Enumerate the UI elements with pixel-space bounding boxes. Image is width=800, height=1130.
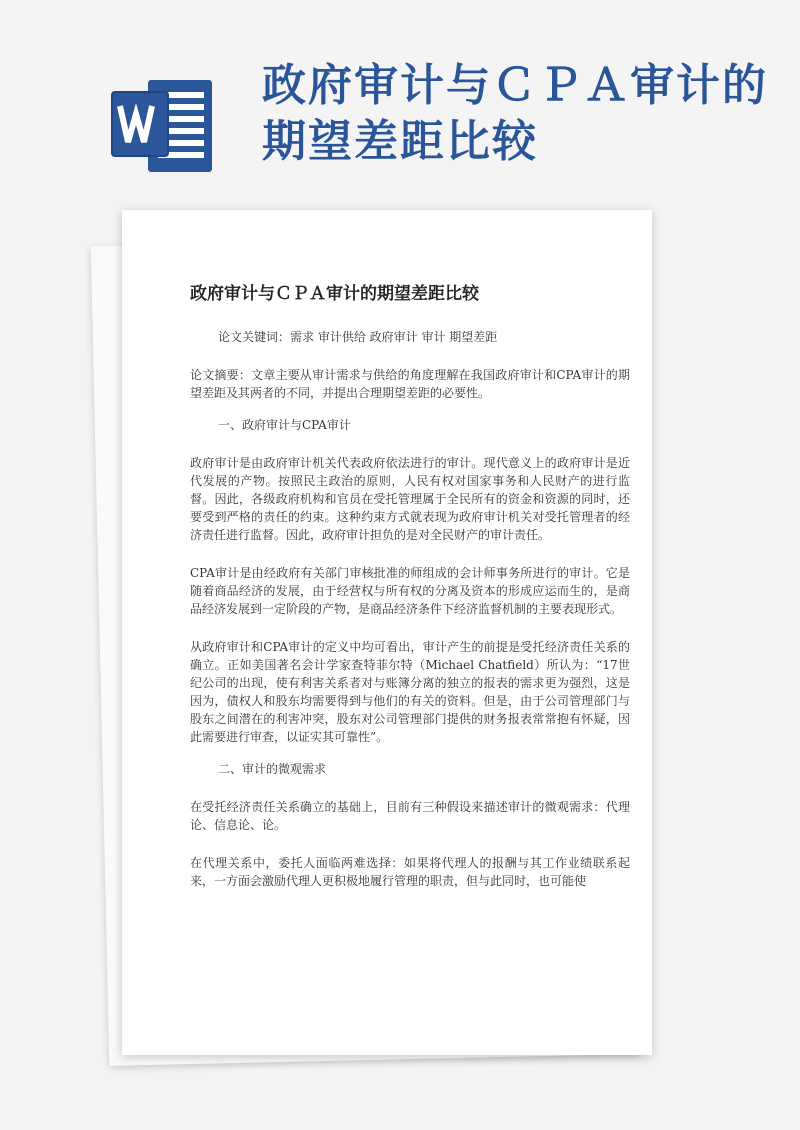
body-paragraph-4: 在受托经济责任关系确立的基础上，目前有三种假设来描述审计的微观需求：代理论、信息论、论。	[190, 800, 630, 832]
abstract-paragraph: 论文摘要：文章主要从审计需求与供给的角度理解在我国政府审计和CPA审计的期望差距及其两者的不同，并提出合理期望差距的必要性。	[190, 368, 630, 400]
body-paragraph-5: 在代理关系中，委托人面临两难选择：如果将代理人的报酬与其工作业绩联系起来，一方面会激励代理人更积极地履行管理的职责，但与此同时，也可能使	[190, 856, 630, 888]
document-content	[190, 282, 630, 910]
banner	[0, 0, 800, 210]
body-paragraph-3: 从政府审计和CPA审计的定义中均可看出，审计产生的前提是受托经济责任关系的确立。正如美国著名会计学家查特菲尔特（Michael Chatfield）所认为：“17世纪公司的出现，使有利害关系者对与账簿分离的独立的报表的需求更为强烈，这是因为，债权人和股东均需要得到与他们的有关的资料。但是，由于公司管理部门与股东之间潜在的利害冲突，股东对公司管理部门提供的财务报表常常抱有怀疑，因此需要进行审查，以证实其可靠性”。	[190, 640, 630, 744]
document-heading: 政府审计与ＣＰＡ审计的期望差距比较	[190, 284, 479, 304]
body-paragraph-2: CPA审计是由经政府有关部门审核批准的师组成的会计师事务所进行的审计。它是随着商品经济的发展，由于经营权与所有权的分离及资本的形成应运而生的，是商品经济发展到一定阶段的产物，是商品经济条件下经济监督机制的主要表现形式。	[190, 566, 630, 616]
banner-title: 政府审计与ＣＰＡ审计的期望差距比较	[262, 60, 768, 167]
section-heading-1: 一、政府审计与CPA审计	[218, 418, 351, 432]
keywords-line: 论文关键词：需求 审计供给 政府审计 审计 期望差距	[218, 330, 498, 344]
section-heading-2: 二、审计的微观需求	[218, 762, 327, 776]
body-paragraph-1: 政府审计是由政府审计机关代表政府依法进行的审计。现代意义上的政府审计是近代发展的产物。按照民主政治的原则，人民有权对国家事务和人民财产的进行监督。因此，各级政府机构和官员在受托管理属于全民所有的资金和资源的同时，还要受到严格的责任的约束。这种约束方式就表现为政府审计机关对受托管理者的经济责任进行监督。因此，政府审计担负的是对全民财产的审计责任。	[190, 456, 630, 542]
word-doc-icon	[108, 70, 218, 180]
document-page	[122, 210, 652, 1055]
